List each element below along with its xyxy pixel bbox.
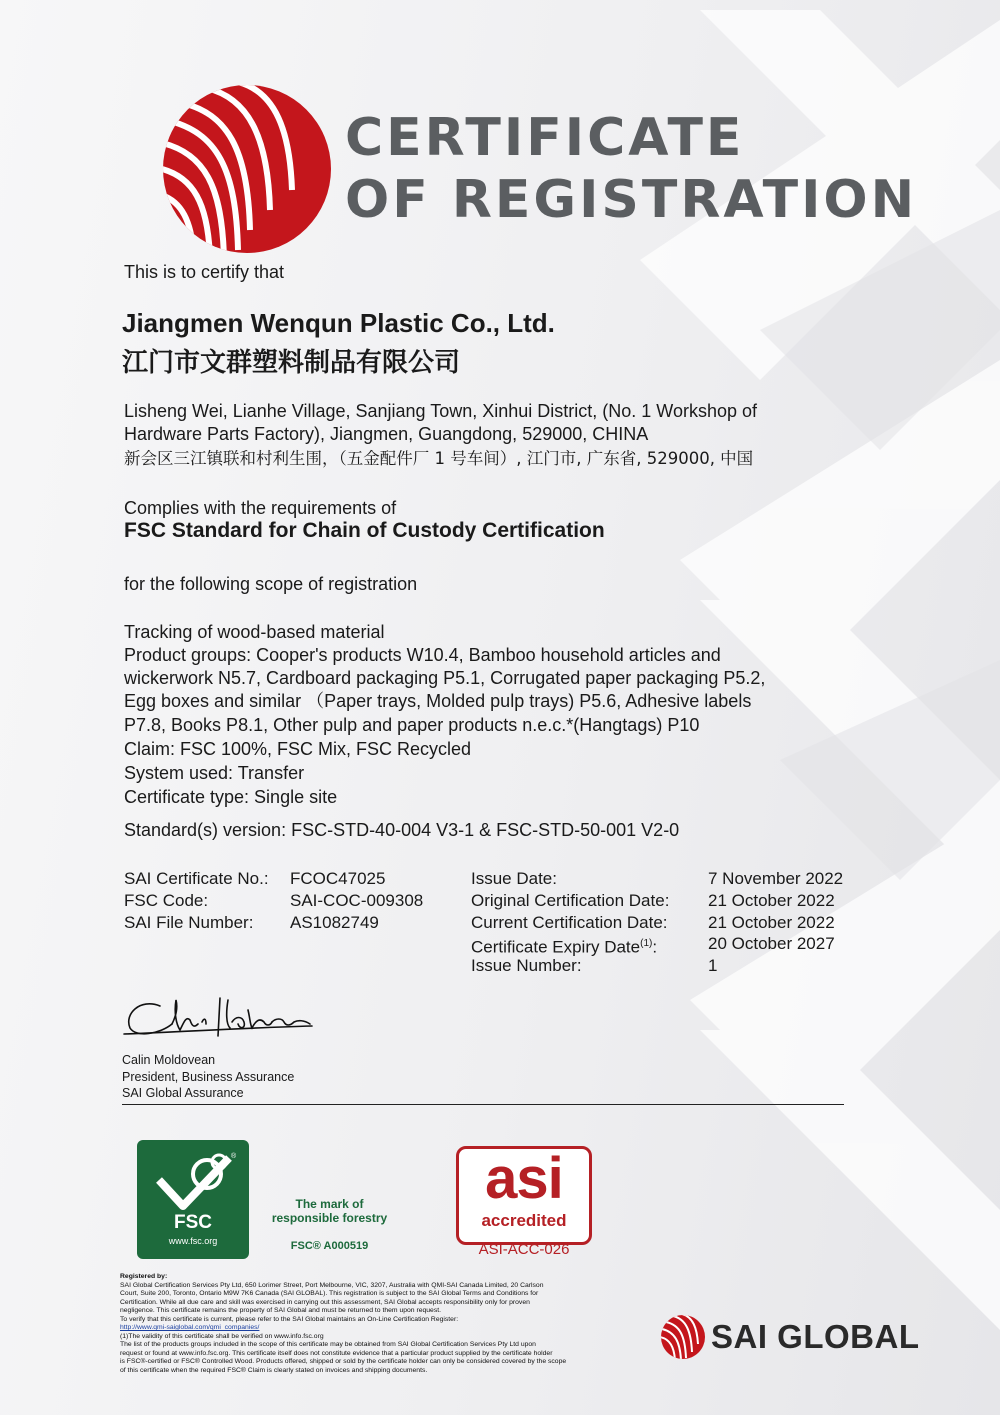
scope-intro: for the following scope of registration (124, 574, 418, 594)
asi-code: ASI-ACC-026 (478, 1241, 570, 1258)
fsc-mark-line2: responsible forestry (271, 1211, 388, 1225)
scope-line: System used: Transfer (124, 763, 305, 783)
signatory-title: President, Business Assurance (122, 1069, 295, 1084)
signatory-org: SAI Global Assurance (122, 1086, 244, 1100)
asi-logo-accredited: accredited (481, 1211, 567, 1230)
scope-line: Egg boxes and similar （Paper trays, Molded pulp trays) P5.6, Adhesive labels (124, 691, 752, 711)
address-line: Lisheng Wei, Lianhe Village, Sanjiang Town, Xinhui District, (No. 1 Workshop of (124, 401, 758, 421)
sai-global-logo-text: SAI GLOBAL (711, 1318, 920, 1355)
fsc-logo (137, 1140, 249, 1259)
fine-print-line: negligence. This certificate remains the property of SAI Global and must be returned to them upon request. (120, 1307, 442, 1315)
scope-line: Tracking of wood-based material (124, 622, 385, 642)
register-link[interactable]: http://www.qmi-saiglobal.com/qmi_companies/ (120, 1324, 260, 1332)
info-label: Current Certification Date: (471, 913, 668, 932)
standard-version: Standard(s) version: FSC-STD-40-004 V3-1 & FSC-STD-50-001 V2-0 (124, 820, 680, 840)
certificate-globe-logo (158, 80, 336, 258)
info-value: 7 November 2022 (708, 869, 844, 888)
fsc-tree-check-icon (149, 1150, 237, 1214)
certify-intro: This is to certify that (124, 262, 285, 282)
fine-print-line: (1)The validity of this certificate shall be verified on www.info.fsc.org (120, 1332, 324, 1340)
fine-print-line: To verify that this certificate is current, please refer to the SAI Global maintains an On-Line Certification Register: (120, 1315, 459, 1323)
scope-line: wickerwork N5.7, Cardboard packaging P5.1, Corrugated paper packaging P5.2, (124, 668, 766, 688)
scope-line: Product groups: Cooper's products W10.4, Bamboo household articles and (124, 645, 721, 665)
address-line: Hardware Parts Factory), Jiangmen, Guangdong, 529000, CHINA (124, 424, 649, 444)
info-label: Issue Date: (471, 869, 557, 888)
info-label: SAI File Number: (124, 913, 254, 932)
divider (122, 1104, 844, 1105)
complies-intro: Complies with the requirements of (124, 498, 397, 518)
fine-print-line: The list of the products groups included in the scope of this certificate may be obtained from SAI Global Certification Services Pty Ltd upon (120, 1341, 536, 1349)
sai-global-logo-icon (660, 1314, 706, 1360)
scope-line: Claim: FSC 100%, FSC Mix, FSC Recycled (124, 739, 472, 759)
fsc-license-code: FSC® A000519 (290, 1240, 369, 1252)
footnote-marker: (1) (640, 938, 653, 949)
fsc-mark-text (262, 1197, 397, 1253)
fine-print (120, 1273, 680, 1376)
signatory-name: Calin Moldovean (122, 1053, 216, 1067)
info-value: 21 October 2022 (708, 913, 835, 932)
info-label: SAI Certificate No.: (124, 869, 269, 888)
info-label: Certificate Expiry Date (471, 937, 641, 957)
fsc-mark-line1: The mark of (295, 1197, 364, 1211)
info-label: FSC Code: (124, 891, 209, 910)
info-value: 1 (708, 956, 718, 975)
info-label: Original Certification Date: (471, 891, 670, 910)
company-name-en: Jiangmen Wenqun Plastic Co., Ltd. (122, 308, 555, 338)
standard-title: FSC Standard for Chain of Custody Certification (124, 519, 605, 542)
certificate-title-line1: CERTIFICATE (345, 108, 745, 168)
address-line-cn: 新会区三江镇联和村利生围，（五金配件厂 1 号车间）, 江门市, 广东省, 529000, 中国 (124, 449, 754, 468)
info-value: 20 October 2027 (708, 934, 835, 953)
fine-print-line: Court, Suite 200, Toronto, Ontario M9W 7K6 Canada (SAI GLOBAL). This registration is subject to the SAI Global Terms and Conditions for (120, 1290, 539, 1298)
signature-image (120, 992, 320, 1042)
fine-print-line: is FSC®-certified or FSC® Controlled Wood. Products offered, shipped or sold by the certificate holder can only be considered covered by the scope (120, 1358, 567, 1366)
fine-print-line: of this certificate when the required FSC® Claim is clearly stated on invoices and shipping documents. (120, 1367, 428, 1375)
svg-text:®: ® (231, 1153, 237, 1160)
fine-print-line: request or found at www.info.fsc.org. This certificate itself does not constitute evidence that a particular product supplied by the certificate holder (120, 1349, 553, 1357)
fine-print-line: Registered by: (120, 1273, 168, 1280)
asi-accredited-logo (456, 1146, 592, 1245)
info-value: 21 October 2022 (708, 891, 835, 910)
scope-line: P7.8, Books P8.1, Other pulp and paper products n.e.c.*(Hangtags) P10 (124, 715, 700, 735)
info-label: Issue Number: (471, 956, 582, 975)
fine-print-line: SAI Global Certification Services Pty Ltd, 650 Lorimer Street, Port Melbourne, VIC, 3207, Australia with QMI-SAI Canada Limited, 20 Carlson (120, 1281, 544, 1289)
certificate-title-line2: OF REGISTRATION (345, 170, 918, 230)
fsc-logo-url: www.fsc.org (168, 1236, 218, 1246)
signatory-block (122, 1052, 294, 1102)
info-value: FCOC47025 (290, 869, 386, 888)
info-value: SAI-COC-009308 (290, 891, 424, 910)
fsc-logo-label: FSC (174, 1212, 212, 1233)
info-label-colon: : (652, 937, 658, 957)
asi-logo-word: asi (485, 1146, 563, 1211)
scope-line: Certificate type: Single site (124, 787, 338, 807)
fine-print-line: Certification. While all due care and skill was exercised in carrying out this assessment, SAI Global accepts responsibility only for proven (120, 1298, 530, 1306)
info-value: AS1082749 (290, 913, 379, 932)
company-name-cn: 江门市文群塑料制品有限公司 (122, 348, 461, 378)
